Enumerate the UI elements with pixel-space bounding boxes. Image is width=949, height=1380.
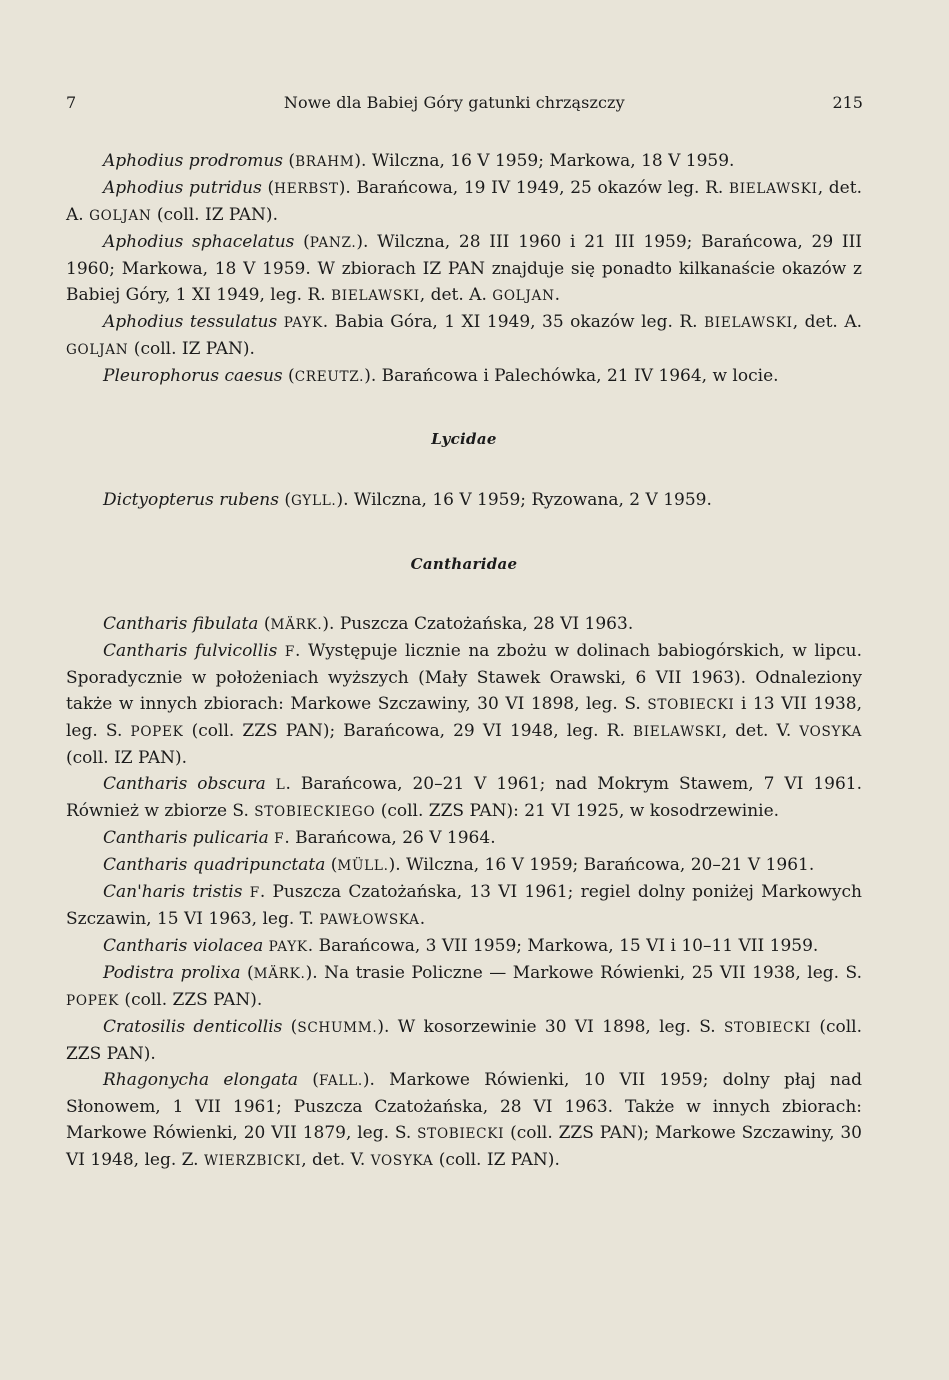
species-author: PANZ. xyxy=(309,235,357,251)
species-entry: Aphodius sphacelatus (PANZ.). Wilczna, 28 III 1960 i 21 III 1959; Barańcowa, 29 III 1960; Markowa, 18 V 1959. W zbiorach IZ PAN znajduje się ponadto kilkanaście okazów z Babiej Góry, 1 XI 1949, leg. R. BIELAWSKI, det. A. GOLJAN. xyxy=(66,232,863,305)
entry-text: (coll. IZ PAN). xyxy=(433,1150,560,1170)
species-entry xyxy=(66,309,862,363)
species-name: Aphodius prodromus xyxy=(103,151,284,171)
species-name: Pleurophorus caesus xyxy=(103,366,283,386)
page-number-left: 7 xyxy=(66,93,77,112)
species-author: F xyxy=(249,885,260,901)
person-name: STOBIECKI xyxy=(417,1126,505,1142)
species-name: Can'haris tristis xyxy=(103,882,243,902)
species-author: BRAHM xyxy=(295,154,355,170)
entry-text: (coll. ZZS PAN). xyxy=(66,1017,862,1064)
person-name: GOLJAN xyxy=(492,288,555,304)
running-title: Nowe dla Babiej Góry gatunki chrząszczy xyxy=(283,93,625,112)
person-name: POPEK xyxy=(66,993,120,1009)
entry-text: (coll. ZZS PAN); Markowe Szczawiny, 30 VI 1948, leg. Z. xyxy=(66,1123,862,1170)
species-entry: Dictyopterus rubens (GYLL.). Wilczna, 16 V 1959; Ryzowana, 2 V 1959. xyxy=(103,490,712,510)
species-entry: Cantharis quadripunctata (MÜLL.). Wilczna, 16 V 1959; Barańcowa, 20–21 V 1961. xyxy=(103,855,815,875)
species-entry: Aphodius prodromus (BRAHM). Wilczna, 16 V 1959; Markowa, 18 V 1959. xyxy=(103,151,735,171)
entry-text: , det. A. xyxy=(419,285,493,305)
species-author: GYLL. xyxy=(290,493,337,509)
species-name: Cantharis quadripunctata xyxy=(103,855,326,875)
entry-text: , det. A. xyxy=(792,312,863,332)
species-name: Cratosilis denticollis xyxy=(103,1017,283,1037)
person-name: STOBIECKI xyxy=(723,1020,812,1036)
species-name: Aphodius tessulatus xyxy=(103,312,278,332)
species-entry xyxy=(66,638,862,771)
entry-text: (coll. ZZS PAN). xyxy=(119,990,263,1010)
entry-text: ). Wilczna, 28 III 1960 i 21 III 1959; Barańcowa, 29 III 1960; Markowa, 18 V 1959. W zbiorach IZ PAN znajduje się ponadto kilkanaście okazów z Babiej Góry, 1 XI 1949, leg. R. xyxy=(66,232,863,305)
entry-text: ). Wilczna, 16 V 1959; Barańcowa, 20–21 V 1961. xyxy=(388,855,815,875)
person-name: GOLJAN xyxy=(66,342,129,358)
person-name: VOSYKA xyxy=(799,724,862,740)
entry-text: (coll. ZZS PAN): 21 VI 1925, w kosodrzewinie. xyxy=(375,801,780,821)
entry-text: (coll. IZ PAN). xyxy=(128,339,255,359)
entry-text: . Barańcowa, 20–21 V 1961; nad Mokrym Stawem, 7 VI 1961. Również w zbiorze S. xyxy=(66,774,862,821)
entry-text: , det. V. xyxy=(301,1150,371,1170)
entry-text: ). Barańcowa, 19 IV 1949, 25 okazów leg. R. xyxy=(338,178,730,198)
species-name: Rhagonycha elongata xyxy=(103,1070,299,1090)
person-name: STOBIECKI xyxy=(647,697,735,713)
entry-text: ). Barańcowa i Palechówka, 21 IV 1964, w locie. xyxy=(364,366,779,386)
species-author: SCHUMM. xyxy=(297,1020,378,1036)
species-author: CREUTZ. xyxy=(294,369,365,385)
species-author: FALL. xyxy=(318,1073,363,1089)
entry-text: (coll. IZ PAN). xyxy=(66,748,188,768)
entry-text: , det. V. xyxy=(721,721,800,741)
person-name: PAWŁOWSKA xyxy=(319,912,420,928)
species-author: MÜLL. xyxy=(337,858,389,874)
species-author: PAYK xyxy=(283,315,323,331)
species-entry: Rhagonycha elongata (FALL.). Markowe Rówienki, 10 VII 1959; dolny płaj nad Słonowem, 1 VII 1961; Puszcza Czatożańska, 28 VI 1963. Także w innych zbiorach: Markowe Rówienki, 20 VII 1879, leg. S. STOBIECKI (coll. ZZS PAN); Markowe Szczawiny, 30 VI 1948, leg. Z. WIERZBICKI, det. V. VOSYKA (coll. IZ PAN). xyxy=(66,1070,862,1170)
species-author: PAYK xyxy=(268,939,308,955)
species-entry: Aphodius putridus (HERBST). Barańcowa, 19 IV 1949, 25 okazów leg. R. BIELAWSKI, det. A. GOLJAN (coll. IZ PAN). xyxy=(66,178,862,225)
species-author: HERBST xyxy=(274,181,339,197)
species-author: F xyxy=(274,831,285,847)
species-author: MÄRK. xyxy=(270,617,323,633)
species-name: Podistra prolixa xyxy=(103,963,241,983)
entry-text: . Puszcza Czatożańska, 13 VI 1961; regiel dolny poniżej Markowych Szczawin, 15 VI 1963, leg. T. xyxy=(66,882,862,929)
entry-text: ). W kosorzewinie 30 VI 1898, leg. S. xyxy=(377,1017,724,1037)
entry-text: . Występuje licznie na zbożu w dolinach babiogórskich, w lipcu. Sporadycznie w położeniach wyższych (Mały Stawek Orawski, 6 VII 1963). Odnaleziony także w innych zbiorach: Markowe Szczawiny, 30 VI 1898, leg. S. xyxy=(66,641,863,714)
species-name: Aphodius sphacelatus xyxy=(103,232,295,252)
species-name: Cantharis fulvicollis xyxy=(103,641,278,661)
family-heading-lycidae: Lycidae xyxy=(431,430,497,448)
entry-text: . xyxy=(419,909,426,929)
species-name: Dictyopterus rubens xyxy=(103,490,279,510)
entry-text: ). Markowe Rówienki, 10 VII 1959; dolny płaj nad Słonowem, 1 VII 1961; Puszcza Czatożańska, 28 VI 1963. Także w innych zbiorach: Markowe Rówienki, 20 VII 1879, leg. S. xyxy=(66,1070,862,1143)
species-author: F xyxy=(284,644,296,660)
species-entry xyxy=(66,933,862,960)
family-heading-cantharidae: Cantharidae xyxy=(410,555,518,573)
entry-text: ). Wilczna, 16 V 1959; Ryzowana, 2 V 1959. xyxy=(336,490,712,510)
entry-text: . Barańcowa, 26 V 1964. xyxy=(284,828,496,848)
person-name: BIELAWSKI xyxy=(633,724,722,740)
entry-text: , det. A. xyxy=(66,178,862,225)
person-name: VOSYKA xyxy=(370,1153,434,1169)
person-name: WIERZBICKI xyxy=(203,1153,302,1169)
species-name: Cantharis obscura xyxy=(103,774,266,794)
entry-text: . Babia Góra, 1 XI 1949, 35 okazów leg. R. xyxy=(322,312,705,332)
entry-text: (coll. IZ PAN). xyxy=(151,205,278,225)
person-name: BIELAWSKI xyxy=(704,315,793,331)
species-entry xyxy=(66,771,862,825)
person-name: STOBIECKIEGO xyxy=(254,804,376,820)
entry-text: . Barańcowa, 3 VII 1959; Markowa, 15 VI i 10–11 VII 1959. xyxy=(307,936,819,956)
running-head xyxy=(66,93,863,113)
species-name: Cantharis violacea xyxy=(103,936,264,956)
species-name: Aphodius putridus xyxy=(103,178,262,198)
entry-text: ). Na trasie Policzne — Markowe Rówienki, 25 VII 1938, leg. S. xyxy=(305,963,862,983)
document-body xyxy=(66,148,862,1174)
species-entry: Cratosilis denticollis (SCHUMM.). W kosorzewinie 30 VI 1898, leg. S. STOBIECKI (coll. ZZS PAN). xyxy=(66,1017,862,1064)
species-name: Cantharis fibulata xyxy=(103,614,259,634)
person-name: BIELAWSKI xyxy=(729,181,818,197)
species-author: MÄRK. xyxy=(253,966,306,982)
entry-text: ). Wilczna, 16 V 1959; Markowa, 18 V 1959. xyxy=(354,151,735,171)
species-entry: Podistra prolixa (MÄRK.). Na trasie Policzne — Markowe Rówienki, 25 VII 1938, leg. S. POPEK (coll. ZZS PAN). xyxy=(66,963,862,1010)
species-entry: Cantharis fibulata (MÄRK.). Puszcza Czatożańska, 28 VI 1963. xyxy=(103,614,634,634)
species-name: Cantharis pulicaria xyxy=(103,828,269,848)
page-number-right: 215 xyxy=(832,93,863,112)
person-name: POPEK xyxy=(130,724,184,740)
entry-text: ). Puszcza Czatożańska, 28 VI 1963. xyxy=(322,614,634,634)
entry-text: . xyxy=(554,285,561,305)
species-author: L xyxy=(275,777,286,793)
species-entry: Pleurophorus caesus (CREUTZ.). Barańcowa i Palechówka, 21 IV 1964, w locie. xyxy=(103,366,779,386)
species-entry xyxy=(66,825,862,852)
entry-text: i 13 VII 1938, leg. S. xyxy=(66,694,862,741)
entry-text: (coll. ZZS PAN); Barańcowa, 29 VI 1948, leg. R. xyxy=(183,721,633,741)
species-entry xyxy=(66,879,862,933)
person-name: BIELAWSKI xyxy=(331,288,420,304)
person-name: GOLJAN xyxy=(89,208,152,224)
